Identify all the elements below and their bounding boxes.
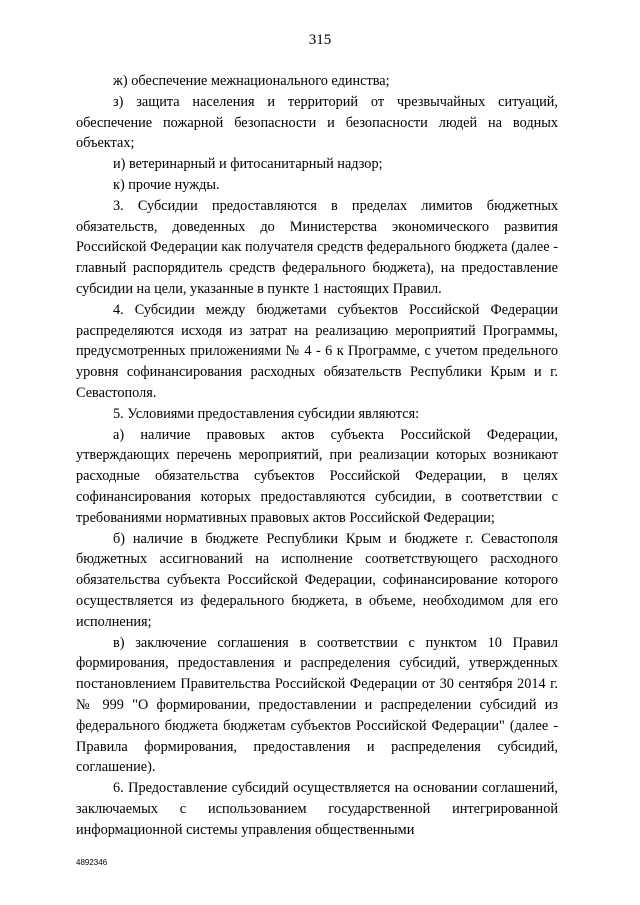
paragraph-clause-4: 4. Субсидии между бюджетами субъектов Российской Федерации распределяются исходя из затрат на реализацию мероприятий Программы, предусмотренных приложениями № 4 - 6 к Программе, с учетом предельного уровня софинансирования расходных обязательств Республики Крым и г. Севастополя. bbox=[76, 301, 558, 401]
paragraph-item-zh: ж) обеспечение межнационального единства; bbox=[113, 73, 390, 89]
paragraph-item-a: а) наличие правовых актов субъекта Российской Федерации, утверждающих перечень мероприятий, при реализации которых возникают расходные обязательства субъектов Российской Федерации, в целях софинансирования которых предоставляются субсидии, в соответствии с требованиями нормативных правовых актов Российской Федерации; bbox=[76, 426, 558, 526]
document-code: 4892346 bbox=[76, 858, 108, 867]
paragraph-clause-6: 6. Предоставление субсидий осуществляется на основании соглашений, заключаемых с использованием государственной интегрированной информационной системы управления общественными bbox=[76, 780, 558, 838]
paragraph-item-k: к) прочие нужды. bbox=[113, 176, 220, 193]
paragraph-clause-5: 5. Условиями предоставления субсидии являются: bbox=[113, 405, 420, 422]
paragraph-item-z: з) защита населения и территорий от чрезвычайных ситуаций, обеспечение пожарной безопасности и безопасности людей на водных объектах; bbox=[76, 93, 558, 152]
page-number: 315 bbox=[308, 32, 332, 48]
paragraph-item-v: в) заключение соглашения в соответствии с пунктом 10 Правил формирования, предоставления и распределения субсидий, утвержденных постановлением Правительства Российской Федерации от 30 сентября 2014 г. № 999 "О формировании, предоставлении и распределении субсидий из федерального бюджета бюджетам субъектов Российской Федерации" (далее - Правила формирования, предоставления и распределения субсидий, соглашение). bbox=[76, 634, 558, 776]
paragraph-item-i: и) ветеринарный и фитосанитарный надзор; bbox=[113, 156, 383, 173]
document-body bbox=[76, 71, 558, 840]
paragraph-clause-3: 3. Субсидии предоставляются в пределах лимитов бюджетных обязательств, доведенных до Министерства экономического развития Российской Федерации как получателя средств федерального бюджета (далее - главный распорядитель средств федерального бюджета), на предоставление субсидии на цели, указанные в пункте 1 настоящих Правил. bbox=[76, 197, 558, 297]
paragraph-item-b: б) наличие в бюджете Республики Крым и бюджете г. Севастополя бюджетных ассигнований на исполнение соответствующего расходного обязательства субъекта Российской Федерации, софинансирование которого осуществляется из федерального бюджета, в объеме, необходимом для его исполнения; bbox=[76, 530, 558, 630]
